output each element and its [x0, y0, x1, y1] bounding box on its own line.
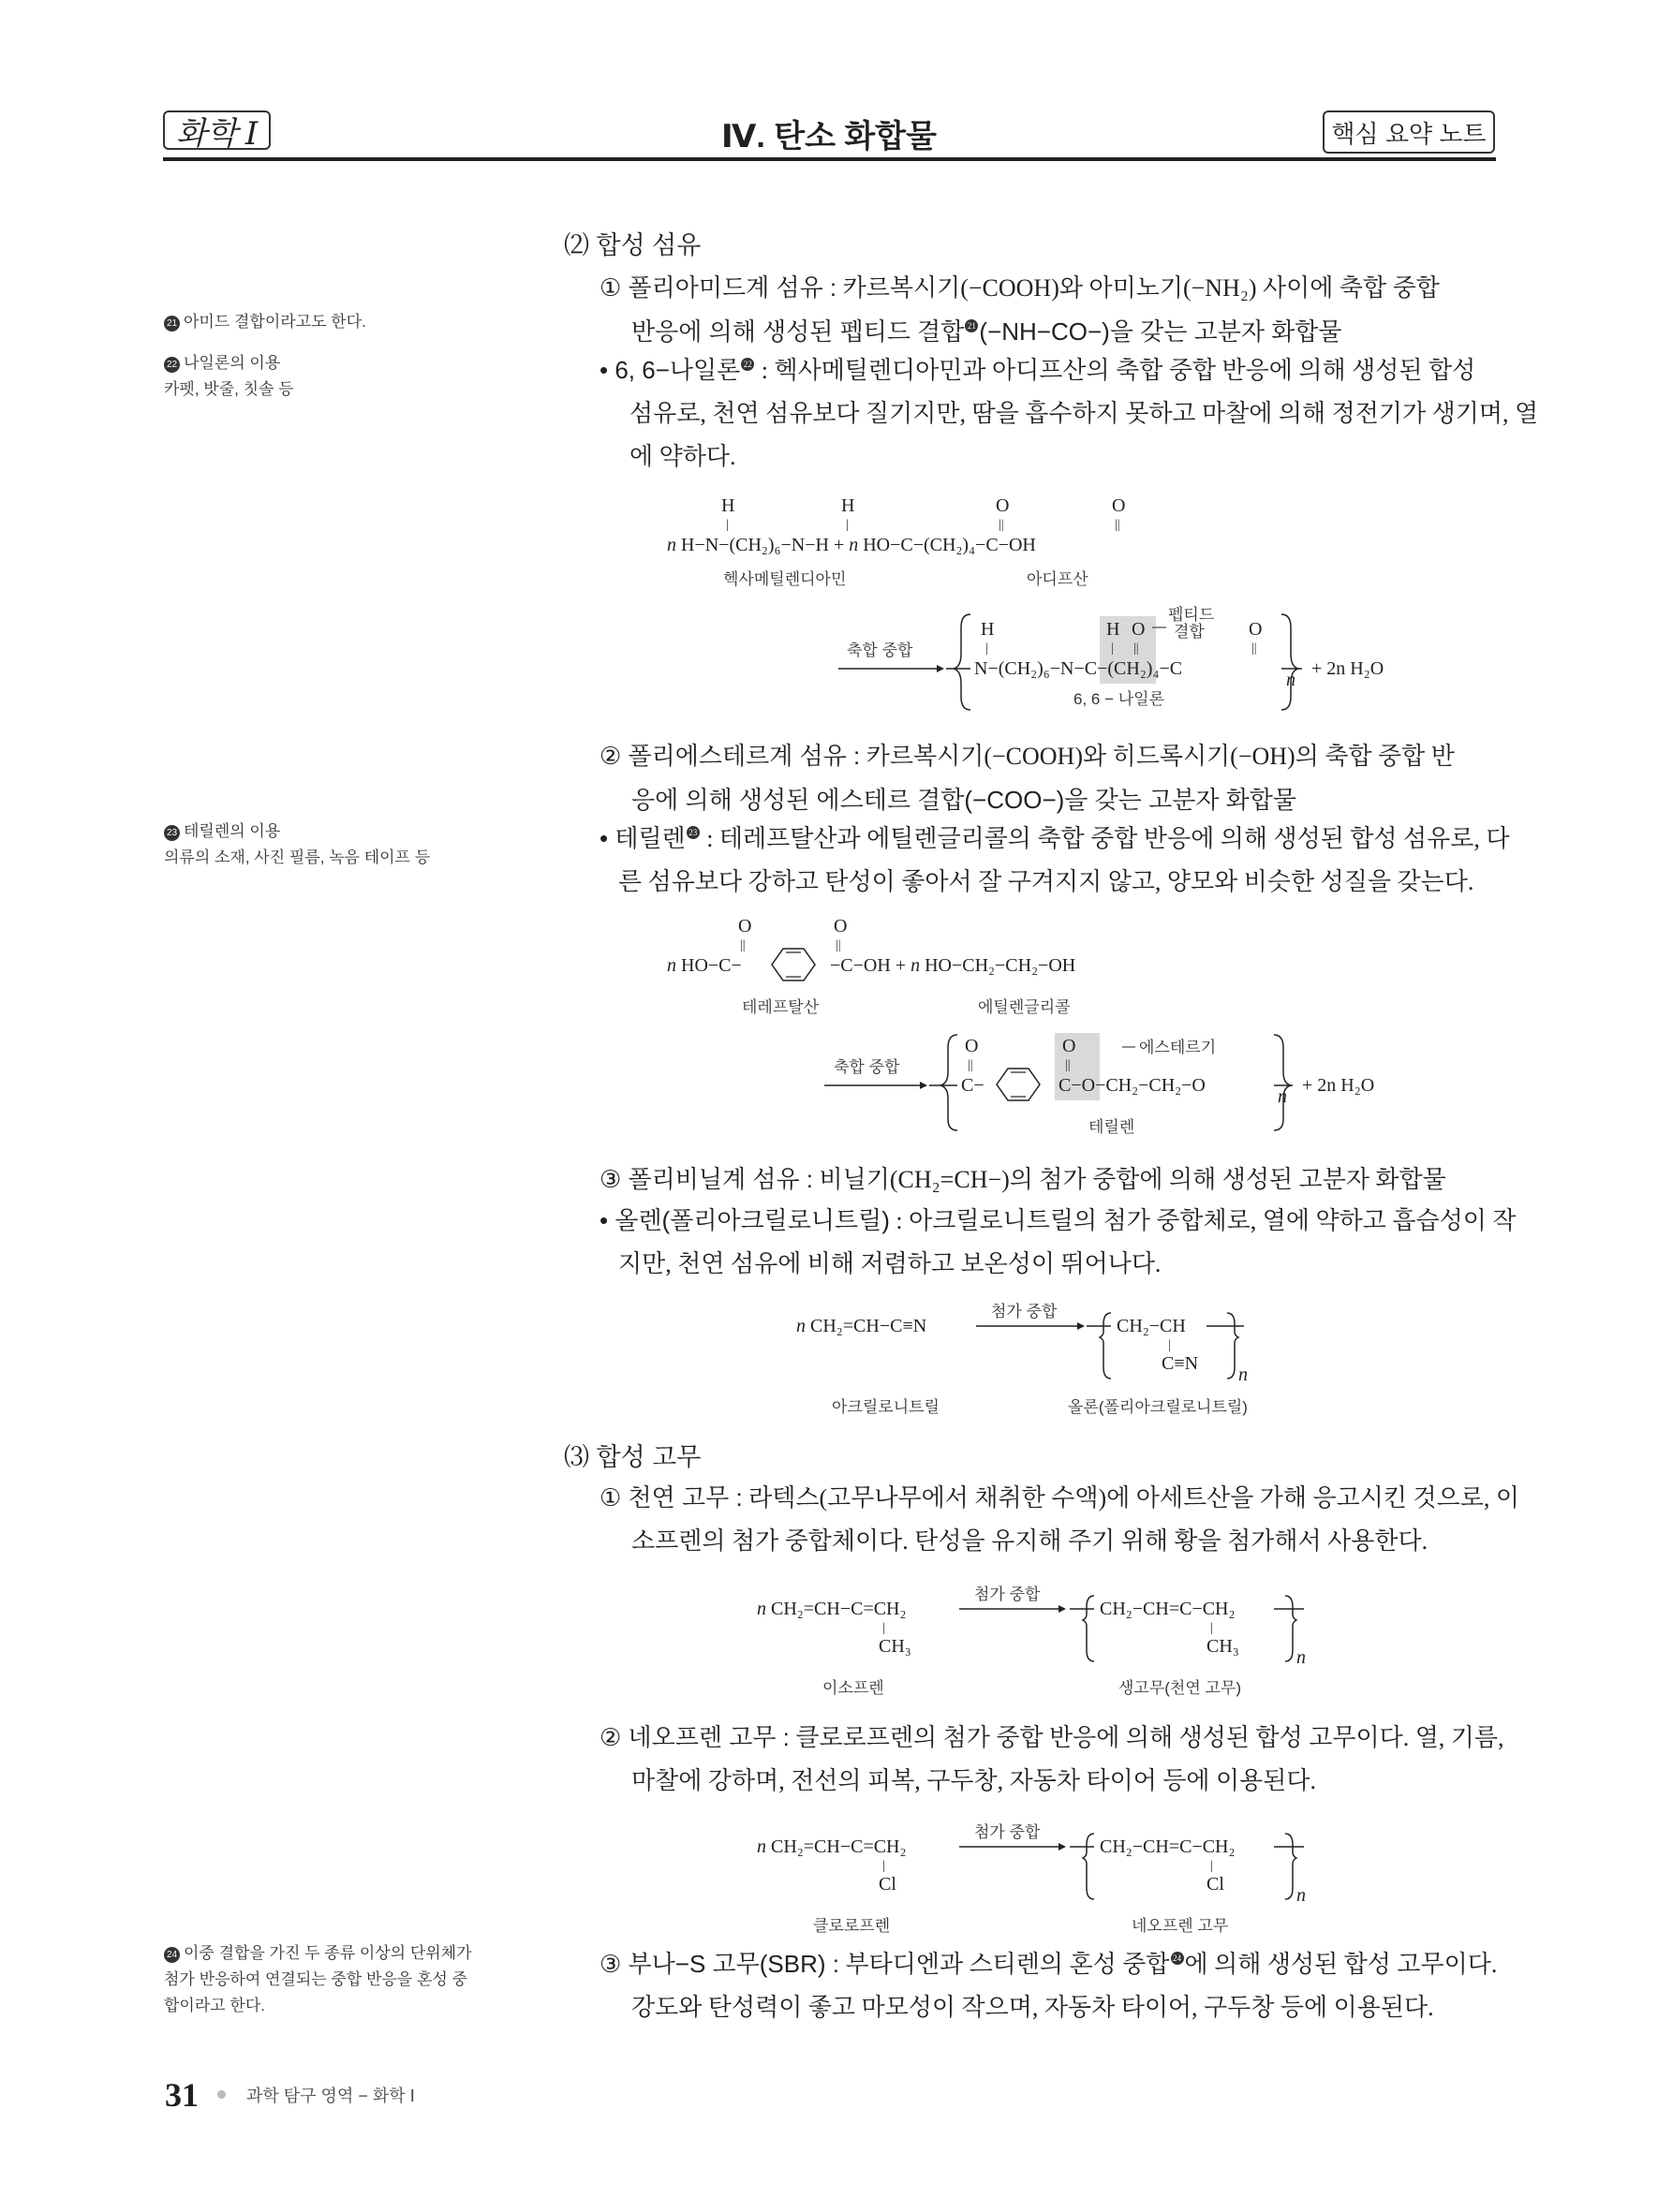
polyester-text: 카르복시기(−COOH)와 히드록시기(−OH)의 축합 중합 반 [866, 743, 1455, 770]
section-synthetic-rubber-title: ⑶ 합성 고무 [564, 1443, 702, 1471]
natural-rubber-text: 소프렌의 첨가 중합체이다. 탄성을 유지해 주기 위해 황을 첨가해서 사용한다. [631, 1527, 1429, 1555]
nylon-text: 섬유로, 천연 섬유보다 질기지만, 땀을 흡수하지 못하고 마찰에 의해 정전기가 생기며, 열 [629, 400, 1539, 427]
natural-rubber-head: ① 천연 고무 : [600, 1483, 743, 1512]
summary-badge: 핵심 요약 노트 [1323, 111, 1495, 154]
svg-text:||: || [1133, 641, 1139, 656]
note-number: 21 [164, 316, 180, 332]
footnote-marker: 21 [965, 319, 978, 332]
header-rule [163, 157, 1496, 161]
nylon-name: • 6, 6−나일론 [600, 356, 741, 384]
svg-text:||: || [999, 518, 1004, 532]
ethylene-glycol-label: 에틸렌글리콜 [978, 998, 1071, 1016]
nylon-product-label: 6, 6 − 나일론 [1073, 690, 1164, 708]
sbr-head: ③ 부나−S 고무(SBR) : [600, 1950, 839, 1978]
sbr-text: 부타디엔과 스티렌의 혼성 중합 [845, 1951, 1170, 1978]
note-text: 카펫, 밧줄, 칫솔 등 [164, 380, 294, 398]
svg-text:Cl: Cl [879, 1874, 896, 1895]
neoprene-text: 마찰에 강하며, 전선의 피복, 구두창, 자동차 타이어 등에 이용된다. [631, 1767, 1317, 1794]
svg-text:H: H [981, 619, 995, 640]
svg-text:CH₂−CH=C−CH₂: CH₂−CH=C−CH₂ [1100, 1836, 1236, 1857]
rubber-reaction-diagram [749, 1583, 1330, 1704]
svg-text:O: O [834, 916, 848, 936]
svg-text:C−O−CH₂−CH₂−O: C−O−CH₂−CH₂−O [1058, 1075, 1206, 1096]
svg-text:||: || [1065, 1058, 1071, 1072]
svg-text:H: H [841, 495, 855, 516]
neoprene-paragraph [600, 1716, 1504, 1803]
svg-text:|: | [882, 1621, 885, 1635]
sbr-text-b: 에 의해 생성된 합성 고무이다. [1184, 1951, 1498, 1978]
margin-note-21 [164, 309, 511, 335]
section-synthetic-fiber-title: ⑵ 합성 섬유 [564, 231, 702, 259]
polyester-paragraph [600, 734, 1494, 821]
polyvinyl-paragraph [600, 1158, 1494, 1202]
orlon-text: : 아크릴로니트릴의 첨가 중합체로, 열에 약하고 흡습성이 작 [896, 1207, 1517, 1234]
ester-group-label: 에스테르기 [1139, 1039, 1217, 1056]
peptide-bond-label: 펩티드 [1168, 606, 1215, 624]
svg-text:|: | [726, 518, 729, 532]
natural-rubber-text: 라텍스(고무나무에서 채취한 수액)에 아세트산을 가해 응고시킨 것으로, 이 [748, 1484, 1519, 1512]
polyamide-text-b: 반응에 의해 생성된 펩티드 결합 [631, 317, 965, 346]
orlon-text: 지만, 천연 섬유에 비해 저렴하고 보온성이 뛰어나다. [618, 1250, 1162, 1277]
polyester-head: ② 폴리에스테르계 섬유 : [600, 742, 861, 770]
terylene-product-label: 테릴렌 [1088, 1118, 1135, 1136]
adipic-acid-label: 아디프산 [1027, 570, 1088, 588]
svg-text:n CH₂=CH−C=CH₂: n CH₂=CH−C=CH₂ [757, 1836, 907, 1857]
svg-text:|: | [882, 1859, 885, 1873]
sbr-paragraph [600, 1942, 1498, 2029]
terylene-paragraph [600, 817, 1510, 904]
svg-text:−C−OH + n HO−CH₂−CH₂−OH: −C−OH + n HO−CH₂−CH₂−OH [830, 955, 1076, 976]
orlon-name: • 올렌(폴리아크릴로니트릴) [600, 1206, 890, 1234]
terylene-name: • 테릴렌 [600, 824, 686, 852]
svg-text:O: O [965, 1036, 979, 1056]
svg-text:CH₃: CH₃ [1206, 1636, 1239, 1657]
svg-text:|: | [1210, 1859, 1213, 1873]
note-text: 이중 결합을 가진 두 종류 이상의 단위체가 [184, 1944, 472, 1962]
terylene-reaction-diagram [656, 913, 1424, 1147]
svg-text:O: O [1249, 619, 1263, 640]
svg-text:CH₃: CH₃ [879, 1636, 911, 1657]
svg-text:O: O [1132, 619, 1146, 640]
rubber-arrow-label: 첨가 중합 [974, 1585, 1041, 1603]
neoprene-arrow-label: 첨가 중합 [974, 1823, 1041, 1841]
note-text: 아미드 결합이라고도 한다. [184, 313, 366, 331]
chapter-title: Ⅳ. 탄소 화합물 [721, 119, 937, 155]
svg-text:n CH₂=CH−C≡N: n CH₂=CH−C≡N [796, 1316, 927, 1336]
rubber-product-label: 생고무(천연 고무) [1118, 1679, 1241, 1697]
note-number: 23 [164, 825, 180, 841]
svg-text:n: n [1296, 1885, 1306, 1906]
orlon-reaction-diagram [787, 1300, 1311, 1422]
polyvinyl-text: 비닐기(CH₂=CH−)의 첨가 중합에 의해 생성된 고분자 화합물 [819, 1166, 1446, 1193]
svg-text:|: | [1210, 1621, 1213, 1635]
footnote-marker: 24 [1171, 1952, 1184, 1965]
neoprene-head: ② 네오프렌 고무 : [600, 1723, 790, 1751]
svg-text:H: H [1106, 619, 1120, 640]
nylon-text: 에 약하다. [629, 443, 736, 470]
svg-text:n: n [1286, 670, 1295, 690]
svg-text:|: | [1111, 641, 1114, 656]
neoprene-text: 클로로프렌의 첨가 중합 반응에 의해 생성된 합성 고무이다. 열, 기름, [795, 1724, 1504, 1751]
neoprene-reaction-diagram [749, 1821, 1330, 1942]
margin-note-22 [164, 350, 511, 403]
neoprene-product-label: 네오프렌 고무 [1132, 1917, 1229, 1935]
svg-text:||: || [1251, 641, 1257, 656]
svg-text:||: || [1115, 518, 1120, 532]
acrylonitrile-label: 아크릴로니트릴 [832, 1398, 940, 1416]
svg-text:||: || [968, 1058, 973, 1072]
svg-text:|: | [846, 518, 849, 532]
sbr-text: 강도와 탄성력이 좋고 마모성이 작으며, 자동차 타이어, 구두창 등에 이용된다. [631, 1994, 1434, 2021]
terephthalic-acid-label: 테레프탈산 [742, 998, 820, 1016]
nylon-text: : 헥사메틸렌디아민과 아디프산의 축합 중합 반응에 의해 생성된 합성 [761, 357, 1476, 384]
terylene-text: : 테레프탈산과 에틸렌글리콜의 축합 중합 반응에 의해 생성된 합성 섬유로, 다 [706, 825, 1510, 852]
isoprene-label: 이소프렌 [822, 1679, 884, 1697]
natural-rubber-paragraph [600, 1476, 1519, 1563]
orlon-paragraph [600, 1199, 1517, 1286]
page-number: 31 [165, 2076, 199, 2114]
svg-text:O: O [738, 916, 752, 936]
svg-text:N−(CH₂)₆−N−C−(CH₂)₄−C: N−(CH₂)₆−N−C−(CH₂)₄−C [974, 658, 1183, 679]
subject-tag: 화학 Ⅰ [163, 111, 271, 150]
svg-text:n CH₂=CH−C=CH₂: n CH₂=CH−C=CH₂ [757, 1599, 907, 1619]
svg-text:CH₂−CH=C−CH₂: CH₂−CH=C−CH₂ [1100, 1599, 1236, 1619]
polyamide-text-c: (−NH−CO−)을 갖는 고분자 화합물 [979, 317, 1342, 346]
terylene-byproduct: + 2n H₂O [1302, 1075, 1375, 1096]
note-text: 첨가 반응하여 연결되는 중합 반응을 혼성 중 [164, 1970, 467, 1988]
footer-text: 과학 탐구 영역 − 화학 Ⅰ [246, 2087, 415, 2105]
svg-text:O: O [1112, 495, 1126, 516]
svg-text:||: || [836, 938, 841, 952]
nylon-reaction-diagram [656, 489, 1424, 714]
footer-dot [217, 2090, 226, 2099]
nylon-byproduct: + 2n H₂O [1311, 658, 1384, 679]
note-number: 22 [164, 357, 180, 373]
footnote-marker: 23 [687, 826, 700, 839]
polyamide-text: 카르복시기(−COOH)와 아미노기(−NH₂) 사이에 축합 중합 [842, 274, 1440, 302]
svg-text:n: n [1278, 1086, 1287, 1107]
terylene-text: 른 섬유보다 강하고 탄성이 좋아서 잘 구겨지지 않고, 양모와 비슷한 성질을 갖는다. [618, 868, 1474, 895]
svg-text:C−: C− [961, 1075, 984, 1096]
svg-text:O: O [996, 495, 1010, 516]
svg-text:H: H [721, 495, 735, 516]
note-text: 합이라고 한다. [164, 1997, 265, 2014]
footnote-marker: 22 [741, 358, 754, 371]
polyester-text: 응에 의해 생성된 에스테르 결합(−COO−)을 갖는 고분자 화합물 [631, 786, 1297, 814]
chloroprene-label: 클로로프렌 [813, 1917, 891, 1935]
peptide-bond-label-2: 결합 [1174, 623, 1205, 641]
terylene-arrow-label: 축합 중합 [834, 1058, 900, 1076]
svg-text:CH₂−CH: CH₂−CH [1117, 1316, 1186, 1336]
note-number: 24 [164, 1947, 180, 1963]
svg-text:||: || [740, 938, 746, 952]
polyamide-head: ① 폴리아미드계 섬유 : [600, 273, 837, 302]
margin-note-23 [164, 818, 511, 871]
svg-text:n HO−C−: n HO−C− [667, 955, 742, 976]
svg-text:C≡N: C≡N [1162, 1353, 1199, 1374]
svg-text:|: | [1168, 1338, 1171, 1352]
nylon-paragraph [600, 348, 1539, 479]
svg-text:|: | [985, 641, 988, 656]
nylon-arrow-label: 축합 중합 [847, 641, 913, 659]
hexamethylenediamine-label: 헥사메틸렌디아민 [723, 570, 847, 588]
polyamide-paragraph [600, 266, 1494, 354]
svg-text:O: O [1062, 1036, 1076, 1056]
orlon-product-label: 올론(폴리아크릴로니트릴) [1068, 1398, 1248, 1416]
svg-text:Cl: Cl [1206, 1874, 1224, 1895]
svg-text:n: n [1238, 1364, 1248, 1385]
svg-text:n H−N−(CH₂)₆−N−H + n HO−C−(C: n H−N−(CH₂)₆−N−H + n HO−C−(CH₂)₄−C−OH [667, 535, 1036, 555]
note-title: 나일론의 이용 [184, 354, 281, 372]
polyvinyl-head: ③ 폴리비닐계 섬유 : [600, 1165, 814, 1193]
orlon-arrow-label: 첨가 중합 [991, 1303, 1058, 1320]
note-text: 의류의 소재, 사진 필름, 녹음 테이프 등 [164, 848, 431, 866]
note-title: 테릴렌의 이용 [184, 822, 281, 840]
svg-text:n: n [1296, 1647, 1306, 1668]
margin-note-24 [164, 1940, 511, 2019]
